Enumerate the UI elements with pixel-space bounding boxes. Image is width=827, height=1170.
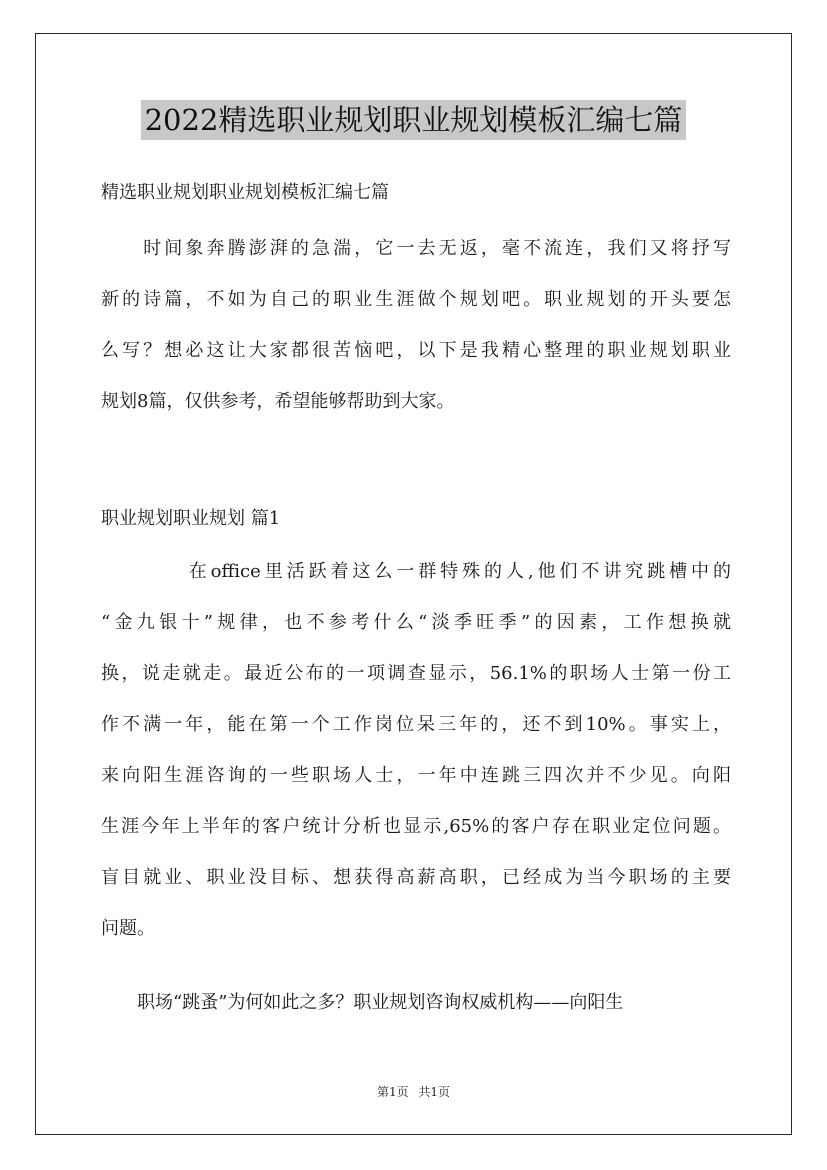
section-line: “金九银十”规律，也不参考什么“淡季旺季”的因素，工作想换就 [101, 612, 731, 633]
page-total: 共1页 [418, 1085, 451, 1099]
section-line: 换，说走就走。最近公布的一项调查显示，56.1%的职场人士第一份工 [101, 663, 731, 684]
section-heading: 职业规划职业规划 篇1 [101, 508, 281, 529]
section-line: 作不满一年，能在第一个工作岗位呆三年的，还不到10%。事实上， [101, 714, 731, 735]
document-subtitle: 精选职业规划职业规划模板汇编七篇 [101, 182, 389, 203]
section-line: 生涯今年上半年的客户统计分析也显示,65%的客户存在职业定位问题。 [101, 816, 731, 837]
section-line: 盲目就业、职业没目标、想获得高薪高职，已经成为当今职场的主要 [101, 867, 731, 888]
section-line: 在office里活跃着这么一群特殊的人,他们不讲究跳槽中的 [101, 561, 731, 582]
section-paragraph-2 [101, 977, 731, 1028]
section-line: 职场“跳蚤”为何如此之多？职业规划咨询权威机构——向阳生 [101, 992, 624, 1013]
page-footer [0, 1084, 827, 1100]
title-container [0, 100, 827, 140]
section-line: 来向阳生涯咨询的一些职场人士，一年中连跳三四次并不少见。向阳 [101, 765, 731, 786]
section-paragraph [101, 546, 731, 954]
intro-line: 新的诗篇，不如为自己的职业生涯做个规划吧。职业规划的开头要怎 [101, 289, 731, 310]
intro-line: 么写？想必这让大家都很苦恼吧，以下是我精心整理的职业规划职业 [101, 340, 731, 361]
document-title: 2022精选职业规划职业规划模板汇编七篇 [141, 100, 687, 140]
section-line: 问题。 [101, 918, 155, 939]
intro-line: 时间象奔腾澎湃的急湍，它一去无返，毫不流连，我们又将抒写 [101, 238, 731, 259]
intro-paragraph [101, 223, 731, 427]
intro-line: 规划8篇，仅供参考，希望能够帮助到大家。 [101, 391, 455, 412]
page-number: 第1页 [376, 1085, 409, 1099]
